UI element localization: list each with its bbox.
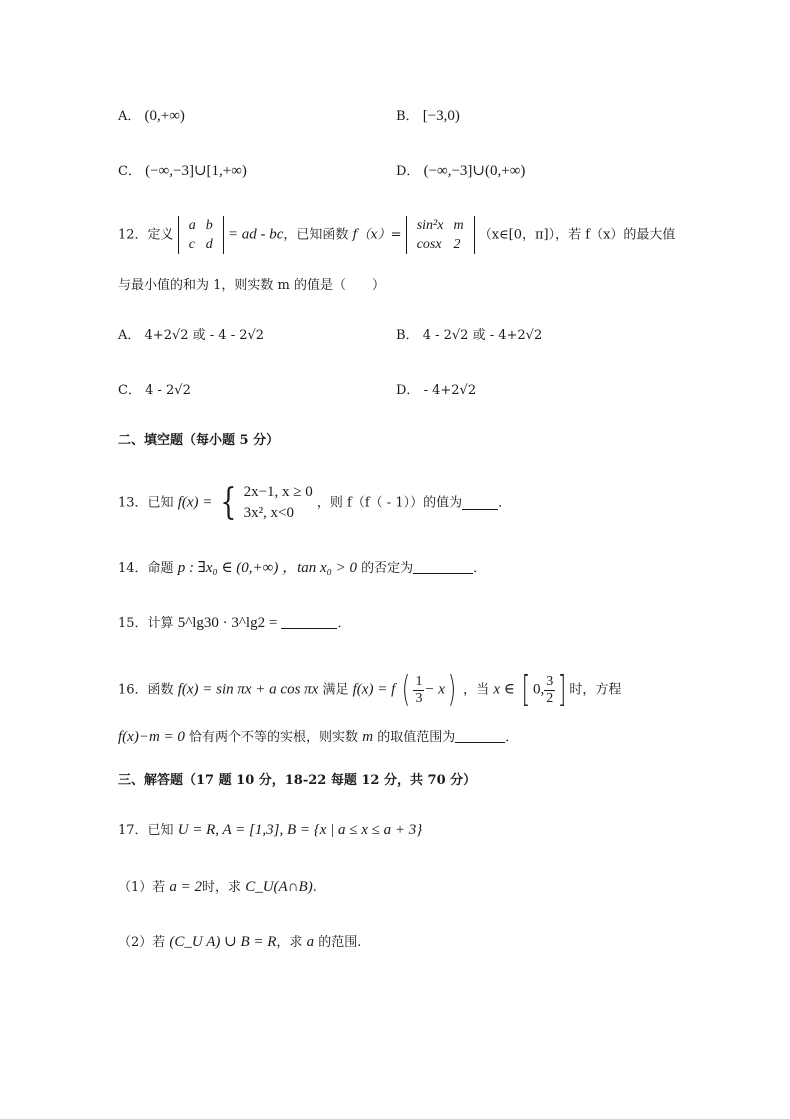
- det-cell: cosx: [416, 237, 442, 252]
- q15-num: 15．计算: [118, 616, 174, 631]
- q16-expr2: f(x) = f: [352, 681, 396, 698]
- q13-stem: [118, 482, 511, 524]
- q14-num: 14．命题: [118, 561, 174, 576]
- part-end: .: [312, 880, 317, 895]
- det-cell: sin²x: [416, 218, 444, 233]
- q16-expr1: f(x) = sin πx + a cos πx: [177, 681, 319, 698]
- part-end: 的范围.: [318, 935, 362, 950]
- option-expr: 4+2√2 或 - 4 - 2√2: [144, 328, 265, 343]
- det-cell: a: [188, 218, 196, 233]
- paren-right-icon: ): [447, 669, 457, 710]
- det-cell: b: [205, 218, 213, 233]
- option-label: C．: [118, 383, 141, 398]
- frac-den: 2: [546, 690, 554, 706]
- q12-line2: 与最小值的和为 1，则实数 m 的值是（ ）: [118, 278, 385, 293]
- part-expr: C_U(A∩B): [245, 879, 313, 895]
- option-expr: (−∞,−3]∪(0,+∞): [423, 163, 526, 179]
- answer-blank: [462, 497, 498, 510]
- q12-tail: （x∈[0，π]），若 f（x）的最大值: [478, 227, 676, 243]
- q12-function: f（x）=: [352, 227, 402, 243]
- q12-mid: ，已知函数: [283, 227, 349, 243]
- option-label: D．: [396, 383, 420, 398]
- determinant-1: [178, 216, 224, 254]
- determinant-2: [406, 216, 475, 254]
- q11-option-b: [396, 109, 460, 124]
- q17-expr: U = R, A = [1,3], B = {x | a ≤ x ≤ a + 3}: [177, 822, 423, 838]
- q15-stem: [118, 616, 350, 631]
- frac-num: 3: [546, 673, 554, 689]
- part-label: （2）若: [118, 935, 166, 950]
- q16-end: ．: [505, 730, 519, 745]
- piecewise: [244, 482, 313, 524]
- q14-stem: [118, 561, 486, 576]
- option-expr: 4 - 2√2: [145, 383, 191, 398]
- part-text: ，求: [276, 935, 303, 950]
- q17-stem: [118, 823, 422, 838]
- part-text: 时，求: [202, 880, 242, 895]
- fraction: [413, 674, 424, 707]
- answer-blank: [281, 616, 337, 629]
- option-label: B．: [396, 109, 419, 124]
- q14-end: ．: [473, 561, 487, 576]
- option-expr: [−3,0): [422, 108, 460, 124]
- q11-option-d: [396, 164, 525, 179]
- fraction: [544, 674, 555, 707]
- q16-stem: [118, 669, 622, 710]
- q13-function: f(x) =: [177, 494, 213, 511]
- option-expr: (−∞,−3]∪[1,+∞): [145, 163, 247, 179]
- q16-line2-var: m: [362, 729, 374, 745]
- part-label: （1）若: [118, 880, 166, 895]
- q11-option-c: [118, 164, 247, 179]
- q16-minus-x: − x: [424, 681, 445, 698]
- option-label: B．: [396, 328, 419, 343]
- option-label: C．: [118, 164, 141, 179]
- part-expr: (C_U A) ∪ B = R: [169, 934, 277, 950]
- q11-option-a: [118, 109, 185, 124]
- q12-stem: [118, 216, 675, 254]
- q16-line2-expr: f(x)−m = 0: [118, 729, 185, 745]
- answer-blank: [413, 561, 473, 574]
- q13-tail: ，则 f（f（ - 1））的值为: [316, 495, 463, 511]
- piecewise-case: 3x², x<0: [243, 505, 295, 521]
- bracket-left-icon: [: [521, 669, 531, 710]
- q16-line2-tail: 的取值范围为: [377, 730, 456, 745]
- q16-mid: 满足: [322, 682, 349, 698]
- option-expr: 4 - 2√2 或 - 4+2√2: [422, 328, 543, 343]
- q12-num: 12．定义: [118, 227, 174, 243]
- q16-xin: x ∈: [493, 681, 515, 698]
- option-expr: (0,+∞): [144, 108, 185, 124]
- bracket-right-icon: ]: [558, 669, 567, 710]
- q14-tail: 的否定为: [361, 561, 414, 576]
- q12-option-c: [118, 384, 191, 397]
- q12-option-b: [396, 329, 542, 342]
- frac-den: 3: [415, 690, 423, 706]
- option-label: D．: [396, 164, 420, 179]
- q13-end: ．: [498, 495, 512, 511]
- det-cell: m: [453, 218, 464, 233]
- answer-blank: [455, 730, 505, 743]
- q17-part2: [118, 935, 361, 950]
- q15-expr: 5^lg30 · 3^lg2 =: [177, 615, 278, 631]
- q12-option-a: [118, 329, 264, 342]
- q17-part1: [118, 880, 317, 895]
- det-cell: c: [188, 237, 195, 252]
- q16-line2: [118, 730, 518, 745]
- section-heading: 二、填空题（每小题 5 分）: [118, 433, 280, 448]
- q16-when: ，当: [463, 682, 490, 698]
- option-label: A．: [118, 109, 141, 124]
- section-heading: 三、解答题（17 题 10 分，18-22 每题 12 分，共 70 分）: [118, 773, 477, 788]
- paren-left-icon: (: [402, 669, 411, 710]
- q13-num: 13．已知: [118, 495, 174, 511]
- part-var: a: [306, 934, 315, 950]
- interval-left: 0,: [533, 681, 545, 698]
- part-expr: a = 2: [169, 879, 203, 895]
- option-label: A．: [118, 328, 141, 343]
- option-expr: - 4+2√2: [423, 383, 477, 398]
- q12-option-d: [396, 384, 476, 397]
- det-cell: d: [205, 237, 213, 252]
- det-definition: = ad - bc: [227, 226, 284, 243]
- frac-num: 1: [415, 673, 423, 689]
- q16-line2-text: 恰有两个不等的实根，则实数: [189, 730, 359, 745]
- brace-icon: {: [219, 482, 236, 523]
- q17-num: 17．已知: [118, 823, 174, 838]
- q16-tail: 时，方程: [569, 682, 622, 698]
- piecewise-case: 2x−1, x ≥ 0: [243, 484, 313, 500]
- q15-end: ．: [337, 616, 351, 631]
- q16-num: 16．函数: [118, 682, 174, 698]
- det-cell: 2: [453, 237, 461, 252]
- q14-expr: p : ∃x₀ ∈ (0,+∞) ，tan x₀ > 0: [177, 560, 358, 576]
